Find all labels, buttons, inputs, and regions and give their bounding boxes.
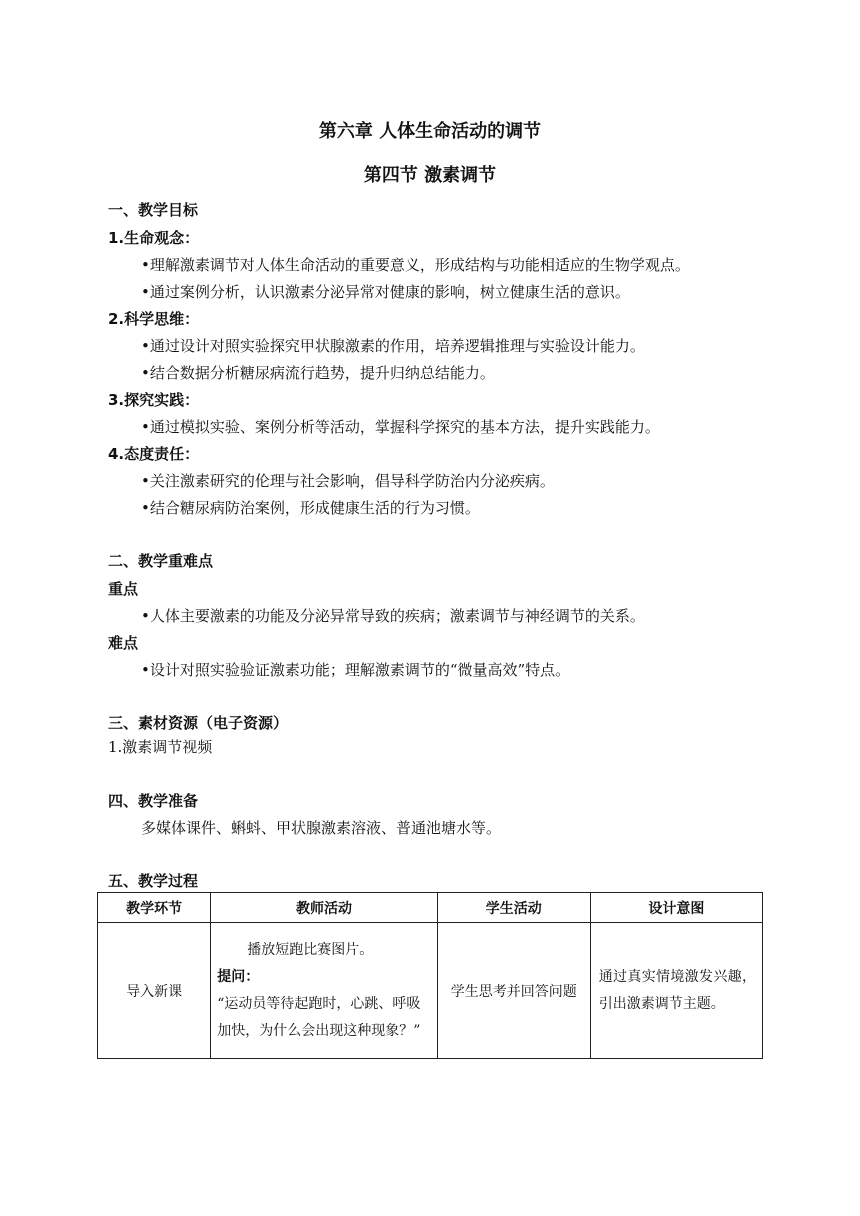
header-teacher: 教师活动 (211, 893, 438, 923)
key-label: 重点 (108, 580, 139, 598)
process-heading: 五、教学过程 (108, 872, 199, 890)
section-title: 第四节 激素调节 (363, 165, 497, 186)
table-row (98, 923, 763, 1059)
header-stage: 教学环节 (98, 893, 211, 923)
goal-1-title: 1.生命观念： (108, 229, 200, 247)
goal-1-item: •通过案例分析，认识激素分泌异常对健康的影响，树立健康生活的意识。 (141, 283, 630, 301)
question-label: 提问： (217, 968, 260, 985)
design-cell: 通过真实情境激发兴趣，引出激素调节主题。 (590, 923, 762, 1059)
goals-heading: 一、教学目标 (108, 201, 199, 219)
goal-3-title: 3.探究实践： (108, 391, 200, 409)
keypoints-heading: 二、教学重难点 (108, 552, 214, 570)
process-table (97, 892, 763, 1059)
teacher-question: “运动员等待起跑时，心跳、呼吸加快，为什么会出现这种现象？” (217, 995, 421, 1039)
teacher-line: 播放短跑比赛图片。 (247, 941, 374, 958)
table-header-row (98, 893, 763, 923)
goal-4-item: •关注激素研究的伦理与社会影响，倡导科学防治内分泌疾病。 (141, 472, 555, 490)
resources-heading: 三、素材资源（电子资源） (108, 714, 289, 732)
chapter-title: 第六章 人体生命活动的调节 (318, 121, 542, 142)
goal-2-item: •结合数据分析糖尿病流行趋势，提升归纳总结能力。 (141, 364, 495, 382)
goal-2-item: •通过设计对照实验探究甲状腺激素的作用，培养逻辑推理与实验设计能力。 (141, 337, 645, 355)
student-cell: 学生思考并回答问题 (437, 923, 590, 1059)
difficulty-label: 难点 (108, 634, 139, 652)
difficulty-item: •设计对照实验验证激素功能；理解激素调节的“微量高效”特点。 (141, 661, 571, 679)
stage-cell: 导入新课 (98, 923, 211, 1059)
resource-item: 1.激素调节视频 (108, 738, 213, 756)
goal-4-item: •结合糖尿病防治案例，形成健康生活的行为习惯。 (141, 499, 480, 517)
key-item: •人体主要激素的功能及分泌异常导致的疾病；激素调节与神经调节的关系。 (141, 607, 645, 625)
goal-1-item: •理解激素调节对人体生命活动的重要意义，形成结构与功能相适应的生物学观点。 (141, 256, 690, 274)
goal-4-title: 4.态度责任： (108, 445, 200, 463)
header-student: 学生活动 (437, 893, 590, 923)
preparation-heading: 四、教学准备 (108, 792, 199, 810)
header-design: 设计意图 (590, 893, 762, 923)
goal-3-item: •通过模拟实验、案例分析等活动，掌握科学探究的基本方法，提升实践能力。 (141, 418, 660, 436)
goal-2-title: 2.科学思维： (108, 310, 200, 328)
teacher-cell (211, 923, 438, 1059)
preparation-text: 多媒体课件、蝌蚪、甲状腺激素溶液、普通池塘水等。 (141, 819, 502, 837)
